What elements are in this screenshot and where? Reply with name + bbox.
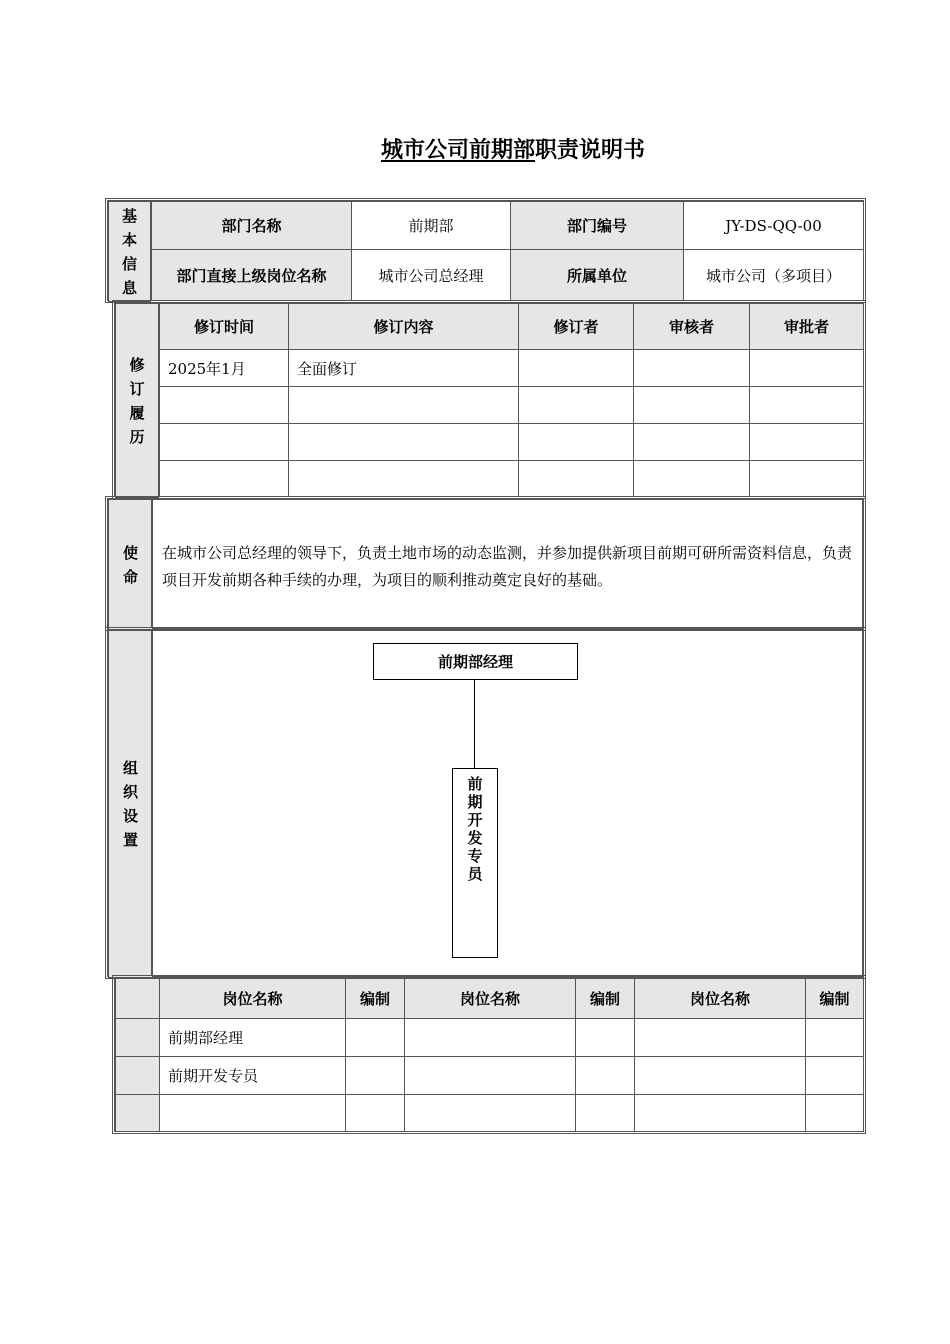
org-box-manager: 前期部经理	[373, 643, 578, 680]
positions-cell	[576, 1019, 635, 1057]
title-underlined: 城市公司前期部	[380, 138, 535, 163]
positions-cell	[635, 1019, 806, 1057]
org-side-label: 组织设置	[108, 630, 153, 978]
revision-side-label: 修订履历	[115, 303, 159, 498]
positions-cell	[405, 1057, 576, 1095]
positions-cell	[576, 1057, 635, 1095]
mission-section	[105, 496, 866, 631]
revision-header: 修订者	[519, 304, 634, 350]
positions-cell	[576, 1095, 635, 1132]
org-section	[105, 627, 866, 979]
org-connector-line	[474, 680, 475, 768]
mission-side-label: 使命	[108, 499, 153, 630]
positions-header: 岗位名称	[635, 979, 806, 1019]
table-row	[160, 387, 864, 424]
revision-cell	[519, 424, 634, 461]
revision-cell	[519, 350, 634, 387]
superior-label: 部门直接上级岗位名称	[152, 250, 352, 301]
positions-cell: 前期部经理	[160, 1019, 346, 1057]
positions-cell	[635, 1095, 806, 1132]
positions-cell	[346, 1019, 405, 1057]
positions-cell	[806, 1095, 864, 1132]
dept-code-value: JY-DS-QQ-00	[684, 202, 864, 250]
revision-cell	[289, 461, 519, 497]
table-row	[160, 424, 864, 461]
revision-cell	[634, 461, 750, 497]
positions-header: 岗位名称	[160, 979, 346, 1019]
revision-cell	[750, 350, 864, 387]
positions-header: 编制	[576, 979, 635, 1019]
revision-cell	[289, 424, 519, 461]
positions-section	[112, 975, 866, 1134]
revision-cell	[519, 461, 634, 497]
revision-cell	[289, 387, 519, 424]
revision-header: 修订时间	[160, 304, 289, 350]
revision-cell	[634, 387, 750, 424]
table-row	[116, 1057, 864, 1095]
positions-cell	[346, 1057, 405, 1095]
revision-header: 审核者	[634, 304, 750, 350]
basic-info-side-label: 基本信息	[108, 201, 151, 302]
revision-table	[159, 303, 864, 497]
dept-code-label: 部门编号	[511, 202, 684, 250]
org-box-specialist-label: 前期开发专员	[467, 775, 483, 883]
dept-name-label: 部门名称	[152, 202, 352, 250]
revision-cell	[634, 424, 750, 461]
table-row	[160, 461, 864, 497]
revision-cell	[160, 424, 289, 461]
revision-cell: 2025年1月	[160, 350, 289, 387]
positions-cell	[806, 1057, 864, 1095]
revision-cell: 全面修订	[289, 350, 519, 387]
positions-cell	[405, 1095, 576, 1132]
revision-cell	[750, 424, 864, 461]
dept-name-value: 前期部	[352, 202, 511, 250]
page-title	[0, 133, 950, 164]
unit-value: 城市公司（多项目）	[684, 250, 864, 301]
positions-side-cell	[116, 1095, 160, 1132]
basic-info-section	[105, 198, 866, 303]
positions-side-cell	[116, 1057, 160, 1095]
positions-header: 编制	[806, 979, 864, 1019]
revision-header: 审批者	[750, 304, 864, 350]
superior-value: 城市公司总经理	[352, 250, 511, 301]
positions-cell	[405, 1019, 576, 1057]
revision-cell	[750, 461, 864, 497]
positions-cell: 前期开发专员	[160, 1057, 346, 1095]
org-chart	[151, 630, 863, 976]
revision-cell	[160, 461, 289, 497]
unit-label: 所属单位	[511, 250, 684, 301]
org-box-specialist	[452, 768, 498, 958]
positions-cell	[160, 1095, 346, 1132]
revision-cell	[750, 387, 864, 424]
positions-header: 岗位名称	[405, 979, 576, 1019]
positions-header: 编制	[346, 979, 405, 1019]
mission-text: 在城市公司总经理的领导下，负责土地市场的动态监测，并参加提供新项目前期可研所需资料信息，负责项目开发前期各种手续的办理，为项目的顺利推动奠定良好的基础。	[151, 499, 863, 628]
revision-cell	[160, 387, 289, 424]
positions-cell	[346, 1095, 405, 1132]
title-rest: 职责说明书	[535, 138, 646, 163]
basic-info-table	[151, 201, 864, 301]
revision-cell	[634, 350, 750, 387]
positions-side-cell	[116, 1019, 160, 1057]
positions-cell	[806, 1019, 864, 1057]
table-row	[116, 1019, 864, 1057]
revision-header: 修订内容	[289, 304, 519, 350]
positions-cell	[635, 1057, 806, 1095]
table-row	[160, 350, 864, 387]
positions-side-cell	[116, 979, 160, 1019]
positions-table	[115, 978, 864, 1132]
revision-cell	[519, 387, 634, 424]
revision-section	[112, 300, 866, 499]
table-row	[116, 1095, 864, 1132]
